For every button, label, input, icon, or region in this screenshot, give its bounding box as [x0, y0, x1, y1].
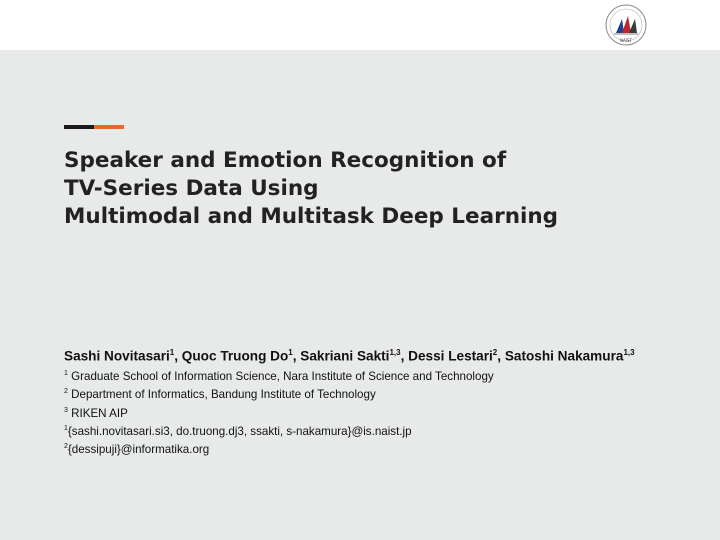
svg-text:NAIST: NAIST: [620, 38, 632, 43]
title-accent-bar: [64, 125, 124, 129]
affiliation-text: RIKEN AIP: [67, 406, 128, 420]
author-name: Satoshi Nakamura: [504, 348, 624, 364]
accent-orange-segment: [94, 125, 124, 129]
author-name: Sashi Novitasari: [64, 348, 170, 364]
header-bar: [0, 0, 720, 50]
affiliation-marker: 1: [64, 370, 68, 377]
author-affiliation-marker: 1,3: [389, 348, 401, 357]
email-line: [64, 421, 704, 439]
author-separator: ,: [497, 348, 505, 364]
email-text: {sashi.novitasari.si3, do.truong.dj3, ssakti, s-nakamura}@is.naist.jp: [67, 424, 412, 438]
author-separator: ,: [292, 348, 301, 364]
author-affiliation-marker: 1,3: [623, 348, 635, 357]
author-affiliation-marker: 1: [288, 348, 293, 357]
author-separator: ,: [400, 348, 409, 364]
author-name: Quoc Truong Do: [181, 348, 289, 364]
title-line-2: TV-Series Data Using: [64, 176, 319, 201]
author-list: [64, 348, 704, 364]
accent-dark-segment: [64, 125, 94, 129]
author-separator: ,: [174, 348, 182, 364]
author-affiliation-marker: 2: [492, 348, 498, 357]
affiliation-list: [64, 366, 704, 458]
presentation-title: [64, 147, 684, 231]
title-line-3: Multimodal and Multitask Deep Learning: [64, 204, 559, 229]
author-name: Dessi Lestari: [408, 348, 493, 364]
email-text: {dessipuji}@informatika.org: [67, 443, 210, 457]
author-affiliation-marker: 1: [169, 348, 175, 357]
affiliation-text: Department of Informatics, Bandung Institute of Technology: [67, 388, 376, 402]
affiliation-line: [64, 366, 704, 384]
affiliation-marker: 2: [64, 443, 68, 451]
title-line-1: Speaker and Emotion Recognition of: [64, 148, 507, 173]
author-name: Sakriani Sakti: [300, 348, 390, 364]
email-line: [64, 439, 704, 457]
affiliation-marker: 2: [64, 388, 68, 396]
affiliation-line: [64, 384, 704, 402]
affiliation-text: Graduate School of Information Science, Nara Institute of Science and Technology: [67, 369, 494, 383]
affiliation-marker: 3: [64, 406, 68, 414]
affiliation-line: [64, 403, 704, 421]
affiliation-marker: 1: [64, 425, 68, 433]
naist-logo-icon: [604, 3, 648, 47]
